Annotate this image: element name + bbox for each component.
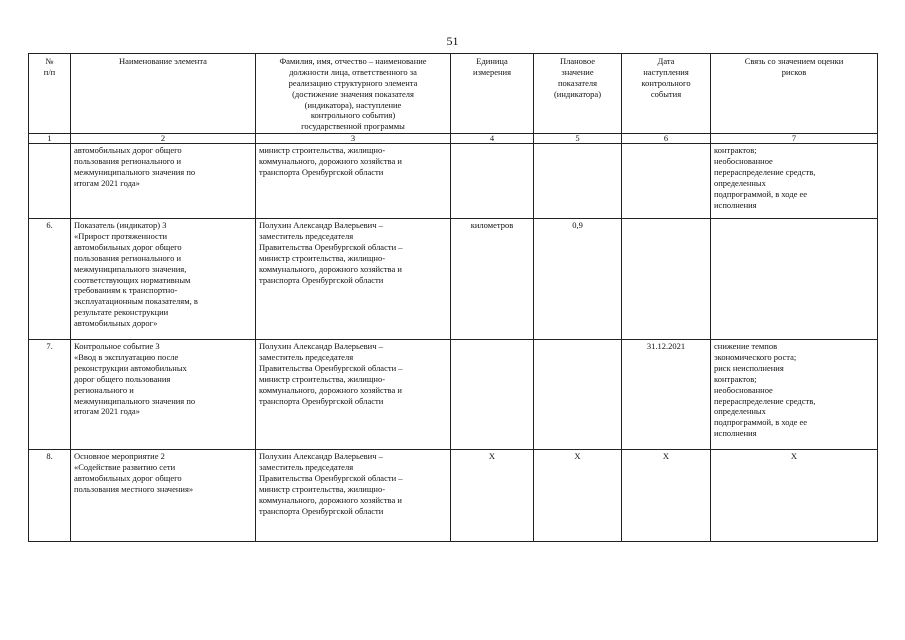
column-index: 3	[256, 134, 451, 144]
planned-value	[534, 340, 622, 450]
page-number: 51	[446, 34, 459, 48]
element-name: автомобильных дорог общего пользования регионального и межмуниципального значения по итогам 2021 года»	[71, 144, 256, 219]
row-number: 7.	[29, 340, 71, 450]
column-index: 1	[29, 134, 71, 144]
event-date	[622, 144, 711, 219]
event-date: X	[622, 450, 711, 542]
risk-link: контрактов; необоснованное перераспределение средств, определенных подпрограммой, в ходе ее исполнения	[711, 144, 878, 219]
planned-value: X	[534, 450, 622, 542]
header-number: № п/п	[29, 54, 71, 134]
table-header-row	[29, 54, 878, 134]
unit-of-measure: километров	[451, 219, 534, 340]
header-responsible: Фамилия, имя, отчество – наименование должности лица, ответственного за реализацию структурного элемента (достижение значения показателя (индикатора), наступление контрольного события) государственной программы	[256, 54, 451, 134]
unit-of-measure	[451, 340, 534, 450]
header-element-name: Наименование элемента	[71, 54, 256, 134]
responsible-person: Полухин Александр Валерьевич – заместитель председателя Правительства Оренбургской области – министр строительства, жилищно- коммунального, дорожного хозяйства и транспорта Оренбургской области	[256, 340, 451, 450]
column-index: 5	[534, 134, 622, 144]
risk-link	[711, 219, 878, 340]
header-planned-value: Плановое значение показателя (индикатора)	[534, 54, 622, 134]
responsible-person: Полухин Александр Валерьевич – заместитель председателя Правительства Оренбургской области – министр строительства, жилищно- коммунального, дорожного хозяйства и транспорта Оренбургской области	[256, 450, 451, 542]
event-date	[622, 219, 711, 340]
unit-of-measure	[451, 144, 534, 219]
column-index: 2	[71, 134, 256, 144]
header-event-date: Дата наступления контрольного события	[622, 54, 711, 134]
row-number	[29, 144, 71, 219]
table-row	[29, 340, 878, 450]
table-row	[29, 144, 878, 219]
row-number: 8.	[29, 450, 71, 542]
responsible-person: министр строительства, жилищно- коммунального, дорожного хозяйства и транспорта Оренбургской области	[256, 144, 451, 219]
planned-value: 0,9	[534, 219, 622, 340]
risk-link: X	[711, 450, 878, 542]
table-row	[29, 450, 878, 542]
header-unit: Единица измерения	[451, 54, 534, 134]
column-index: 7	[711, 134, 878, 144]
row-number: 6.	[29, 219, 71, 340]
table-row	[29, 219, 878, 340]
element-name: Основное мероприятие 2 «Содействие развитию сети автомобильных дорог общего пользования местного значения»	[71, 450, 256, 542]
unit-of-measure: X	[451, 450, 534, 542]
element-name: Контрольное событие 3 «Ввод в эксплуатацию после реконструкции автомобильных дорог общего пользования регионального и межмуниципального значения по итогам 2021 года»	[71, 340, 256, 450]
responsible-person: Полухин Александр Валерьевич – заместитель председателя Правительства Оренбургской области – министр строительства, жилищно- коммунального, дорожного хозяйства и транспорта Оренбургской области	[256, 219, 451, 340]
element-name: Показатель (индикатор) 3 «Прирост протяженности автомобильных дорог общего пользования регионального и межмуниципального значения, соответствующих нормативным требованиям к транспортно- эксплуатационным показателям, в результате реконструкции автомобильных дорог»	[71, 219, 256, 340]
column-index-row	[29, 134, 878, 144]
program-table	[28, 53, 878, 542]
column-index: 4	[451, 134, 534, 144]
planned-value	[534, 144, 622, 219]
event-date: 31.12.2021	[622, 340, 711, 450]
risk-link: снижение темпов экономического роста; риск неисполнения контрактов; необоснованное перераспределение средств, определенных подпрограммой, в ходе ее исполнения	[711, 340, 878, 450]
header-risk-link: Связь со значением оценки рисков	[711, 54, 878, 134]
column-index: 6	[622, 134, 711, 144]
